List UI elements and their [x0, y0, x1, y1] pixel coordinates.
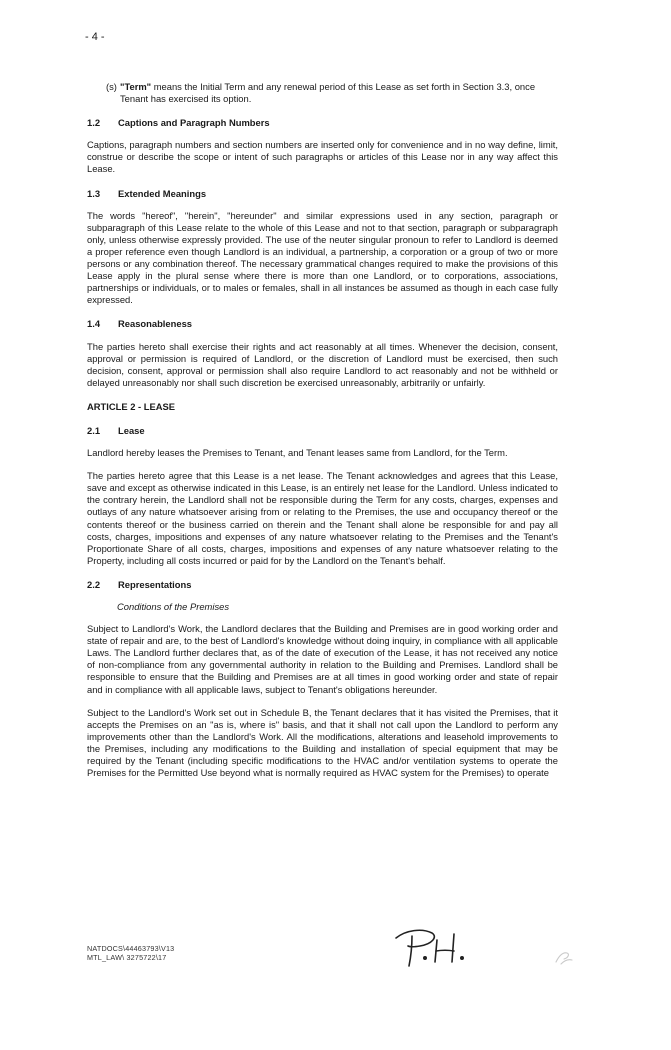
section-title: Lease [118, 424, 145, 436]
section-2-2-paragraph-1: Subject to Landlord's Work, the Landlord declares that the Building and Premises are in good working order and state of repair and are, to the best of Landlord's knowledge without doing inquiry, in compliance with all applicable Laws. The Landlord further declares that, as of the date of execution of the Lease, it has not received any notice of non-compliance from any governmental authority in relation to the Building and Premises. Landlord shall be responsible to ensure that the Building and Premises are at all times in good working order and state of repair and in compliance with all applicable laws, subject to Tenant's obligations hereunder. [87, 623, 558, 695]
document-body [87, 81, 558, 790]
section-2-1-paragraph-1: Landlord hereby leases the Premises to Tenant, and Tenant leases same from Landlord, for the Term. [87, 447, 508, 459]
section-title: Extended Meanings [118, 187, 207, 199]
definition-text [120, 81, 558, 105]
section-heading-2-2 [87, 579, 558, 591]
section-1-3-paragraph: The words "hereof", "herein", "hereunder" and similar expressions used in any section, paragraph or subparagraph of this Lease relate to the whole of this Lease and not to that section, paragraph or subparagraph only, unless otherwise expressly provided. The use of the neuter singular pronoun to refer to Landlord is deemed a proper reference even though Landlord is an individual, a partnership, a corporation or a group of two or more persons or any combination thereof. The necessary grammatical changes required to make the provisions of this Lease apply in the plural sense where there is more than one Landlord, or to corporations, associations, partnerships or individuals, or to males or females, shall in all instances be assumed as though in each case fully expressed. [87, 209, 558, 306]
section-number: 2.2 [87, 578, 101, 590]
section-title: Reasonableness [118, 318, 192, 330]
section-number: 1.2 [87, 117, 101, 129]
item-marker: (s) [106, 81, 117, 92]
section-heading-1-3 [87, 188, 558, 200]
section-number: 1.3 [87, 187, 101, 199]
section-2-1-paragraph-2: The parties hereto agree that this Lease is a net lease. The Tenant acknowledges and agrees that this Lease, save and except as otherwise indicated in this Lease, is an entirely net lease for the Landlord. Unless indicated to the contrary herein, the Landlord shall not be responsible during the Term for any costs, charges, expenses and outlays of any nature whatsoever arising from or relating to the Premises, the use and occupancy thereof or the contents thereof or the business carried on therein and the Tenant shall alone be responsible for and pay all costs, charges, impositions and expenses of any nature whatsoever relating to the Premises and the Tenant's Proportionate Share of all costs, charges, impositions and expenses of any nature whatsoever relating to the Property, including all costs incurred or paid for by the Landlord on the Tenant's behalf. [87, 470, 558, 566]
section-1-2-paragraph: Captions, paragraph numbers and section numbers are inserted only for convenience and in no way define, limit, construe or describe the scope or intent of such paragraphs or articles of this Lease nor in any way affect this Lease. [87, 139, 558, 175]
section-1-4-paragraph: The parties hereto shall exercise their rights and act reasonably at all times. Whenever the decision, consent, approval or permission is required of Landlord, or the discretion of Landlord must be exercised, then such decision, consent, approval or permission shall also require Landlord to act reasonably and not be withheld or delayed unreasonably nor shall such discretion be exercised unreasonably, arbitrarily or unfairly. [87, 340, 558, 388]
definition-item-s [106, 81, 558, 105]
section-number: 1.4 [87, 318, 101, 330]
document-reference-line-1: NATDOCS\44463793\V13 [87, 944, 175, 953]
section-title: Captions and Paragraph Numbers [118, 117, 270, 129]
handwritten-initials [392, 924, 472, 972]
section-number: 2.1 [87, 424, 101, 436]
section-heading-1-2 [87, 117, 558, 129]
document-reference-line-2: MTL_LAW\ 3275722\17 [87, 953, 167, 962]
subheading: Conditions of the Premises [117, 601, 230, 612]
section-heading-2-1 [87, 425, 558, 437]
section-2-2-paragraph-2: Subject to the Landlord's Work set out in Schedule B, the Tenant declares that it has visited the Premises, that it accepts the Premises on an "as is, where is" basis, and that it shall not call upon the Landlord to perform any improvements other than the Landlord's Work. All the modifications, alterations and leasehold improvements to the Premises, including any modifications to the Building and installation of special equipment that may be required by the Tenant (including specific modifications to the HVAC and/or ventilation systems to operate the Premises for the Permitted Use beyond what is normally required as HVAC system for the Premises) to operate [87, 706, 558, 779]
section-title: Representations [118, 578, 192, 590]
faint-stamp [553, 947, 575, 967]
page-number: - 4 - [85, 31, 105, 43]
article-heading: ARTICLE 2 - LEASE [87, 400, 176, 412]
section-heading-1-4 [87, 318, 558, 330]
defined-term: "Term" [120, 81, 152, 92]
document-reference [87, 944, 174, 962]
definition-body: means the Initial Term and any renewal period of this Lease as set forth in Section 3.3, once Tenant has exercised its option. [120, 81, 536, 105]
